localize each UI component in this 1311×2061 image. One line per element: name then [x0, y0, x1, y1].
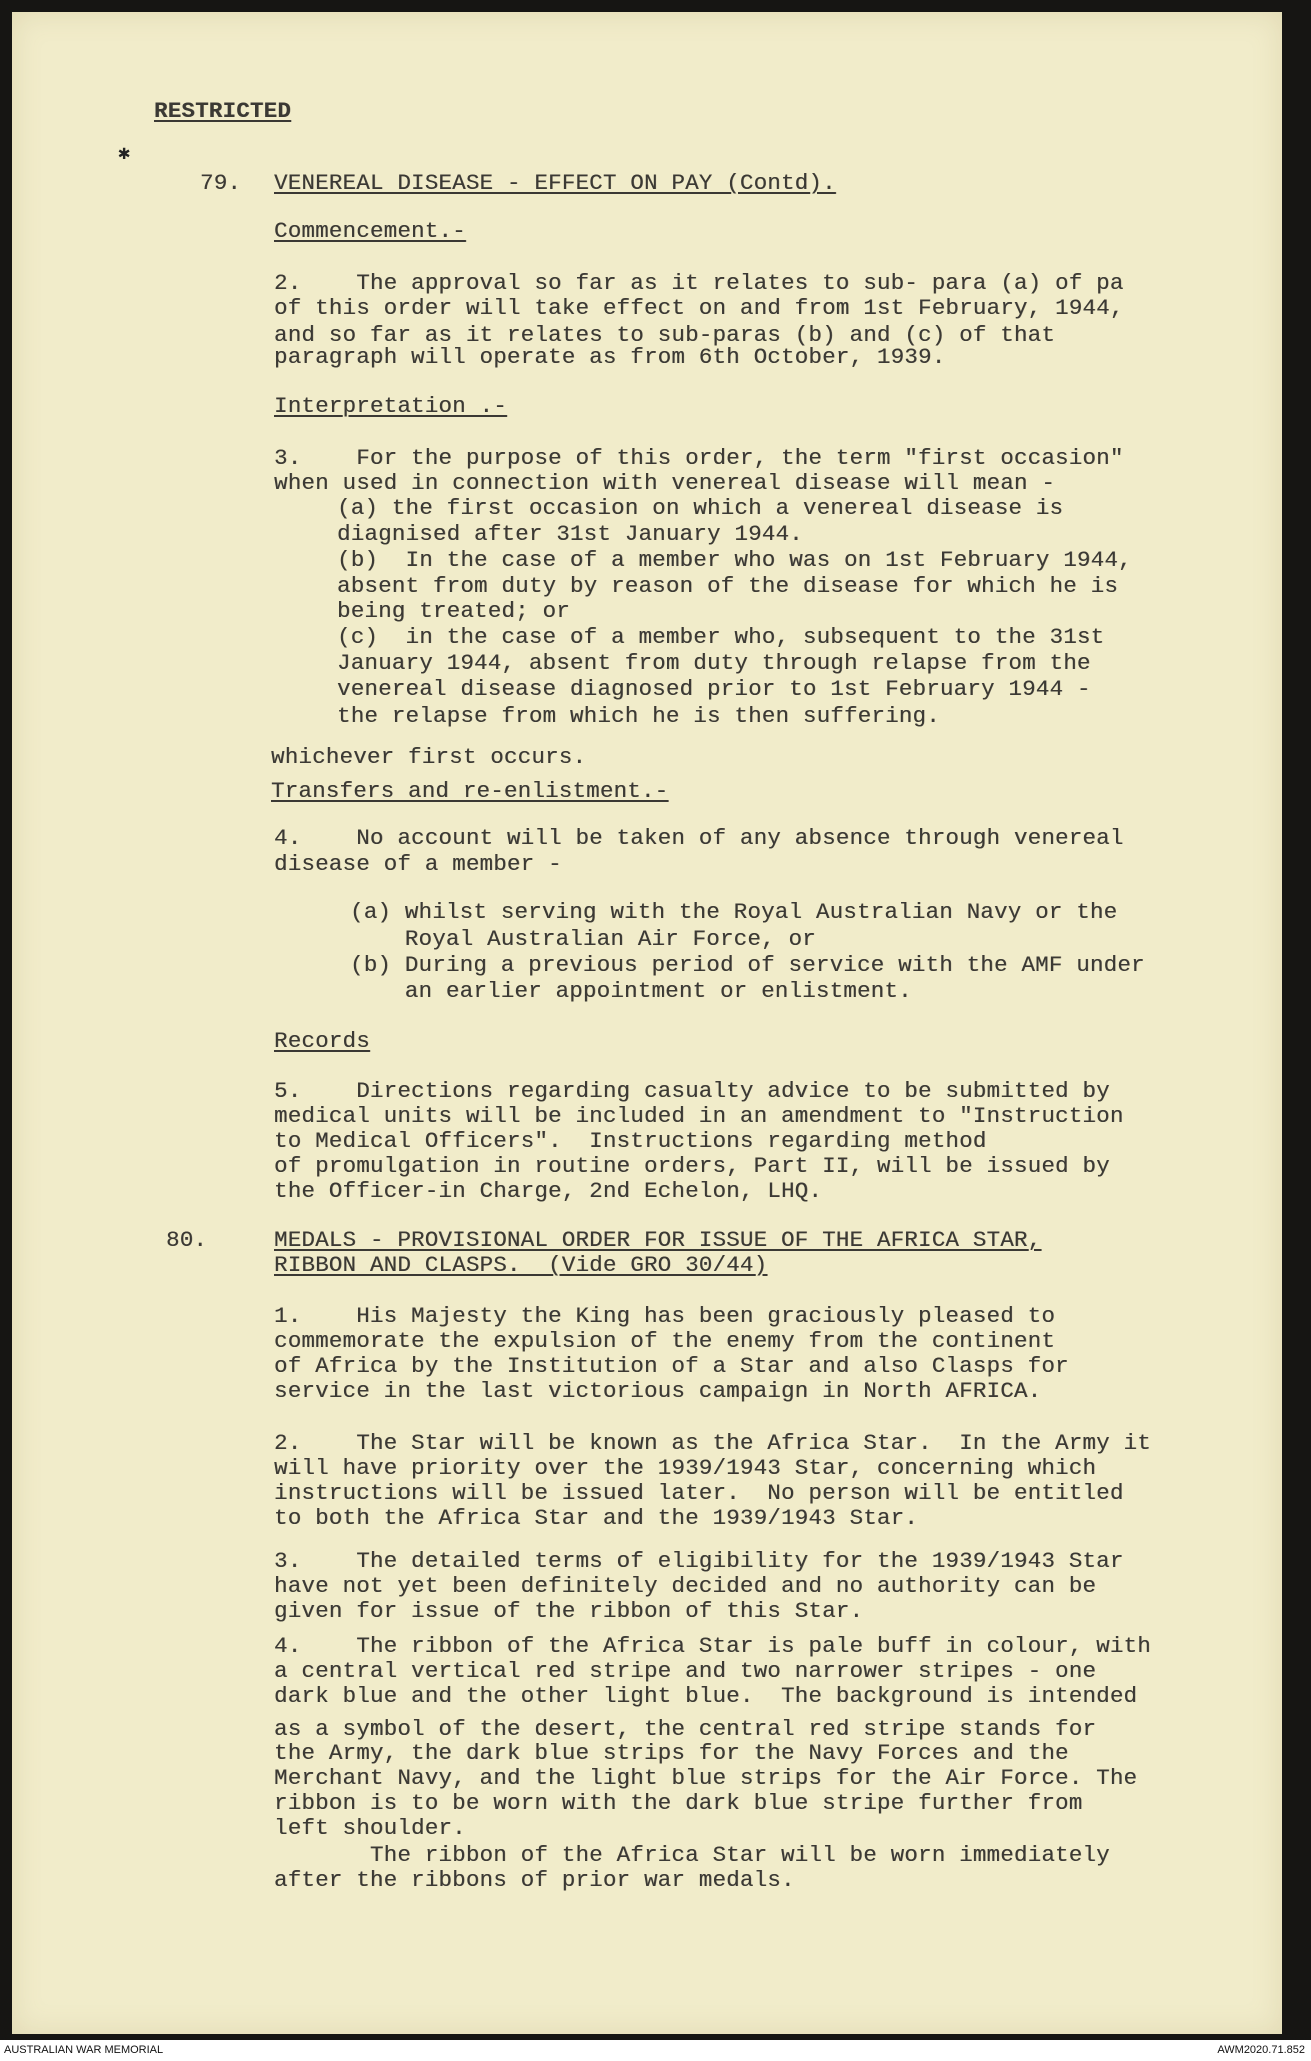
records-heading: Records	[274, 1028, 370, 1054]
footer-credit: AUSTRALIAN WAR MEMORIAL	[4, 2044, 164, 2056]
para-80-4-line-3: dark blue and the other light blue. The background is intended	[274, 1683, 1138, 1709]
para-80-1-line-1: 1. His Majesty the King has been graciously pleased to	[274, 1303, 1056, 1329]
para-80-4-line-6: Merchant Navy, and the light blue strips for the Air Force. The	[274, 1765, 1138, 1791]
para-79-4-line-2: disease of a member -	[274, 851, 562, 877]
para-80-4-line-10: after the ribbons of prior war medals.	[274, 1867, 795, 1893]
para-80-4-line-4: as a symbol of the desert, the central red stripe stands for	[274, 1716, 1097, 1742]
footer-accession-number: AWM2020.71.852	[1217, 2044, 1305, 2056]
para-80-4-line-2: a central vertical red stripe and two narrower stripes - one	[274, 1658, 1097, 1684]
para-79-4-item-b-line-2: an earlier appointment or enlistment.	[350, 978, 912, 1004]
restricted-heading: RESTRICTED	[154, 98, 292, 124]
interpretation-heading: Interpretation .-	[274, 393, 507, 419]
whichever-line: whichever first occurs.	[271, 744, 587, 770]
para-79-5-line-3: to Medical Officers". Instructions regarding method	[274, 1128, 987, 1154]
para-80-3-line-2: have not yet been definitely decided and no authority can be	[274, 1573, 1097, 1599]
footer-bar	[0, 2040, 1311, 2061]
para-79-3-line-8: (c) in the case of a member who, subsequent to the 31st	[337, 624, 1105, 650]
para-80-1-line-3: of Africa by the Institution of a Star and also Clasps for	[274, 1353, 1069, 1379]
para-80-3-line-1: 3. The detailed terms of eligibility for the 1939/1943 Star	[274, 1548, 1124, 1574]
para-79-3-line-6: absent from duty by reason of the disease for which he is	[337, 573, 1119, 599]
para-79-3-line-4: diagnised after 31st January 1944.	[337, 521, 803, 547]
para-79-5-line-1: 5. Directions regarding casualty advice to be submitted by	[274, 1078, 1110, 1104]
para-80-4-line-1: 4. The ribbon of the Africa Star is pale buff in colour, with	[274, 1633, 1151, 1659]
para-79-4-line-1: 4. No account will be taken of any absence through venereal	[274, 825, 1124, 851]
para-79-2-line-1: 2. The approval so far as it relates to sub- para (a) of pa	[274, 270, 1124, 296]
section-79-number: 79.	[200, 170, 242, 196]
para-79-5-line-4: of promulgation in routine orders, Part II, will be issued by	[274, 1153, 1110, 1179]
section-79-heading: VENEREAL DISEASE - EFFECT ON PAY (Contd).	[274, 170, 836, 196]
para-80-4-line-5: the Army, the dark blue strips for the Navy Forces and the	[274, 1740, 1069, 1766]
section-80-heading-line-2: RIBBON AND CLASPS. (Vide GRO 30/44)	[274, 1252, 768, 1278]
para-79-2-line-2: of this order will take effect on and from 1st February, 1944,	[274, 295, 1124, 321]
ink-mark: ✱	[118, 143, 131, 166]
para-80-1-line-4: service in the last victorious campaign in North AFRICA.	[274, 1378, 1042, 1404]
para-79-2-line-4: paragraph will operate as from 6th October, 1939.	[274, 344, 946, 370]
para-80-2-line-2: will have priority over the 1939/1943 Star, concerning which	[274, 1455, 1097, 1481]
para-79-4-item-b-line-1: (b) During a previous period of service with the AMF under	[350, 952, 1145, 978]
para-79-3-line-9: January 1944, absent from duty through relapse from the	[337, 650, 1091, 676]
para-79-4-item-a-line-2: Royal Australian Air Force, or	[350, 926, 816, 952]
para-80-4-line-8: left shoulder.	[274, 1815, 466, 1841]
para-79-3-line-5: (b) In the case of a member who was on 1st February 1944,	[337, 547, 1132, 573]
para-79-3-line-3: (a) the first occasion on which a venereal disease is	[337, 495, 1064, 521]
commencement-heading: Commencement.-	[274, 218, 466, 244]
para-79-3-line-7: being treated; or	[337, 598, 570, 624]
para-79-3-line-2: when used in connection with venereal disease will mean -	[274, 470, 1056, 496]
transfers-heading: Transfers and re-enlistment.-	[271, 778, 669, 804]
para-80-2-line-3: instructions will be issued later. No person will be entitled	[274, 1480, 1124, 1506]
para-80-4-line-7: ribbon is to be worn with the dark blue stripe further from	[274, 1790, 1083, 1816]
para-80-3-line-3: given for issue of the ribbon of this Star.	[274, 1598, 864, 1624]
para-79-4-item-a-line-1: (a) whilst serving with the Royal Australian Navy or the	[350, 899, 1118, 925]
para-79-3-line-11: the relapse from which he is then suffering.	[337, 703, 940, 729]
para-79-2-line-3: and so far as it relates to sub-paras (b) and (c) of that	[274, 322, 1056, 348]
section-80-heading-line-1: MEDALS - PROVISIONAL ORDER FOR ISSUE OF THE AFRICA STAR,	[274, 1227, 1042, 1253]
para-79-5-line-5: the Officer-in Charge, 2nd Echelon, LHQ.	[274, 1178, 823, 1204]
para-79-5-line-2: medical units will be included in an amendment to "Instruction	[274, 1103, 1124, 1129]
para-80-1-line-2: commemorate the expulsion of the enemy from the continent	[274, 1328, 1056, 1354]
para-79-3-line-1: 3. For the purpose of this order, the term "first occasion"	[274, 445, 1124, 471]
para-79-3-line-10: venereal disease diagnosed prior to 1st February 1944 -	[337, 676, 1091, 702]
para-80-2-line-4: to both the Africa Star and the 1939/1943 Star.	[274, 1505, 919, 1531]
para-80-2-line-1: 2. The Star will be known as the Africa Star. In the Army it	[274, 1430, 1151, 1456]
para-80-4-line-9: The ribbon of the Africa Star will be worn immediately	[274, 1842, 1110, 1868]
section-80-number: 80.	[166, 1227, 208, 1253]
